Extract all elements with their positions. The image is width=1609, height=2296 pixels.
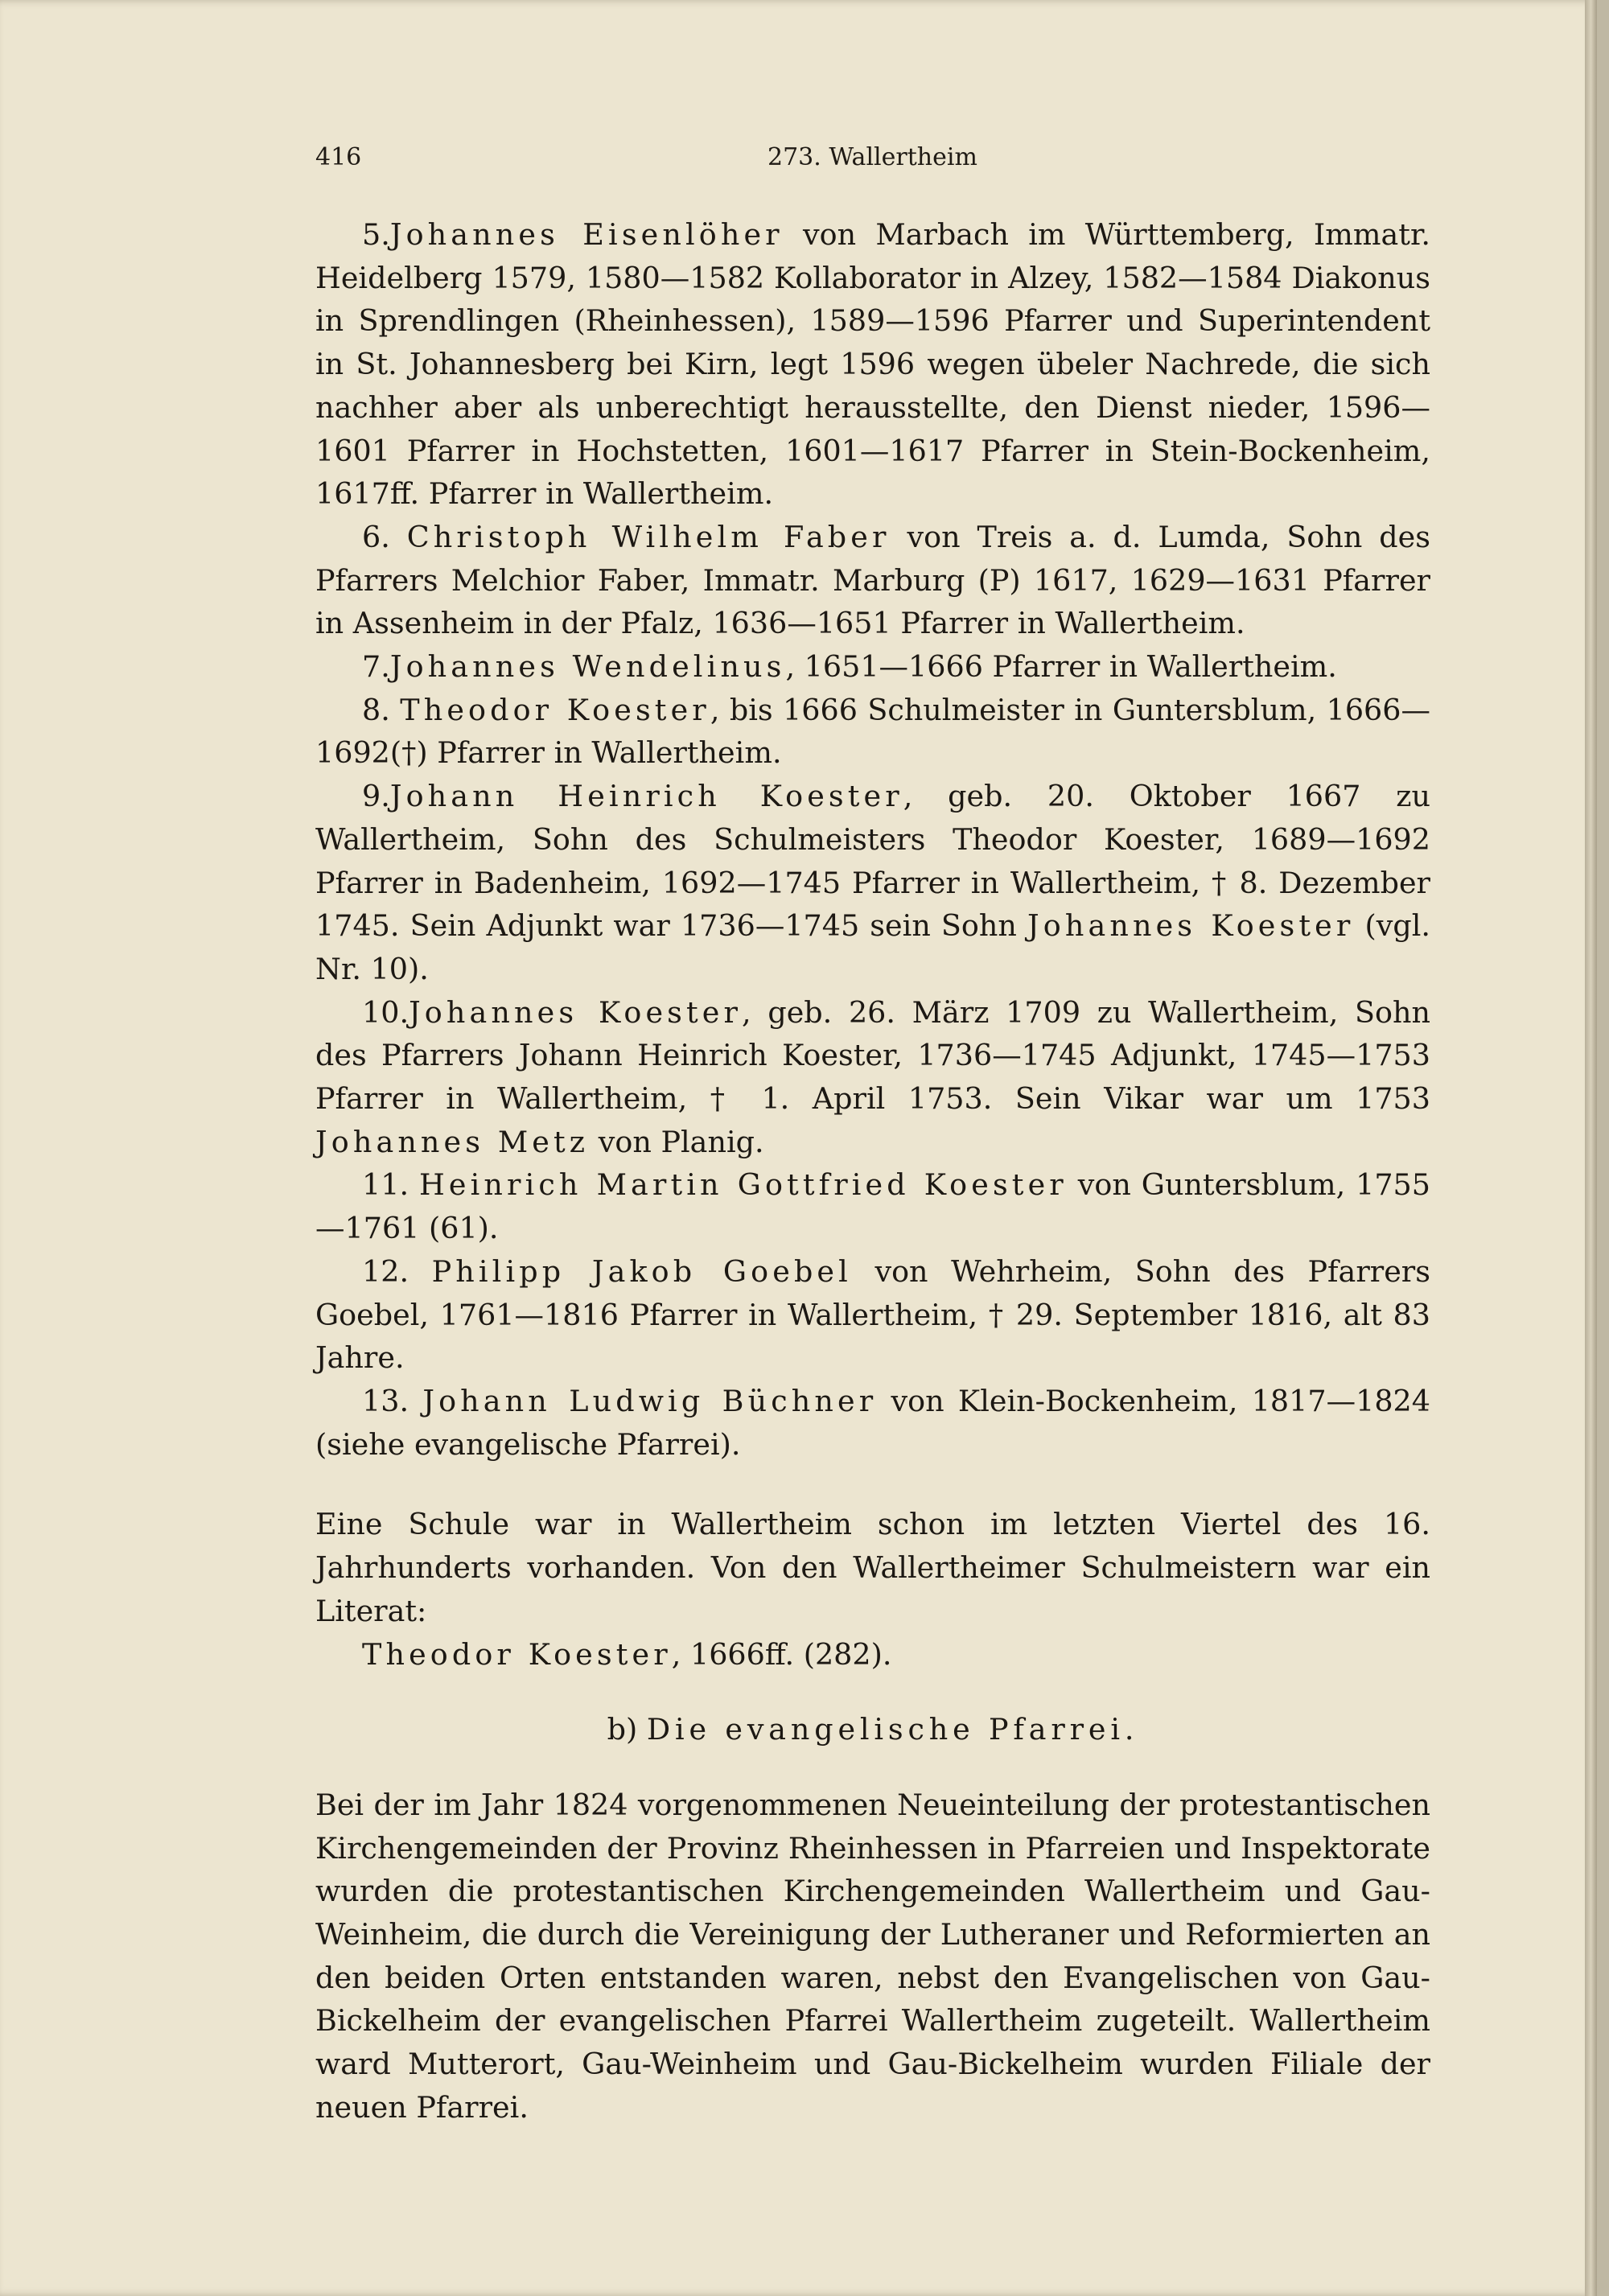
entry-8 <box>315 689 1430 775</box>
entry-number: 11. <box>362 1167 409 1203</box>
section-paragraph: Bei der im Jahr 1824 vorgenommenen Neueinteilung der protestantischen Kirchengemeinden der Provinz Rheinhessen in Pfarreien und Inspektorate wurden die protestantischen Kirchengemeinden Wallertheim und Gau-Weinheim, die durch die Vereinigung der Lutheraner und Reformierten an den beiden Orten entstanden waren, nebst den Evangelischen von Gau-Bickelheim der evangelischen Pfarrei Wallertheim zugeteilt. Wallertheim ward Mutterort, Gau-Weinheim und Gau-Bickelheim wurden Filiale der neuen Pfarrei. <box>315 1787 1430 2125</box>
entry-text: , geb. 26. März 1709 zu Wallertheim, Sohn des Pfarrers Johann Heinrich Koester, 1736—1745 Adjunkt, 1745—1753 Pfarrer in Wallertheim, † 1. April 1753. Sein Vikar war um 1753 <box>315 994 1430 1117</box>
entry-text: , geb. 20. Oktober 1667 zu Wallertheim, Sohn des Schulmeisters Theodor Koester, 1689—1692 Pfarrer in Badenheim, 1692—1745 Pfarrer in Wallertheim, † 8. Dezember 1745. Sein Adjunkt war 1736—1745 sein Sohn <box>315 779 1430 944</box>
page-edge <box>1585 0 1597 2296</box>
spacer <box>315 1751 1430 1784</box>
entry-text: , bis 1666 Schulmeister in Guntersblum, 1666—1692(†) Pfarrer in Wallertheim. <box>315 692 1431 771</box>
entry-text: von Klein-Bockenheim, 1817—1824 (siehe evangelische Pfarrei). <box>315 1383 1430 1462</box>
entry-text: von Marbach im Württemberg, Immatr. Heidelberg 1579, 1580—1582 Kollaborator in Alzey, 1582—1584 Diakonus in Sprendlingen (Rheinhessen), 1589—1596 Pfarrer und Superintendent in St. Johannesberg bei Kirn, legt 1596 wegen übeler Nachrede, die sich nachher aber als unberechtigt herausstellte, den Dienst nieder, 1596—1601 Pfarrer in Hochstetten, 1601—1617 Pfarrer in Stein-Bockenheim, 1617ff. Pfarrer in Wallertheim. <box>315 217 1430 512</box>
spacer <box>315 1676 1430 1708</box>
entry-text: von Treis a. d. Lumda, Sohn des Pfarrers Melchior Faber, Immatr. Marburg (P) 1617, 1629—1631 Pfarrer in Assenheim in der Pfalz, 1636—1651 Pfarrer in Wallertheim. <box>315 519 1430 641</box>
entry-name: Johannes Metz <box>315 1124 590 1159</box>
entry-number: 10. <box>362 994 409 1030</box>
entry-number: 12. <box>362 1253 409 1289</box>
section-heading <box>315 1708 1430 1751</box>
entry-name: Heinrich Martin Gottfried Koester <box>418 1167 1068 1203</box>
section-label: b) <box>607 1712 638 1747</box>
entry-9 <box>315 775 1430 991</box>
entry-11 <box>315 1163 1430 1249</box>
running-header <box>315 143 1426 183</box>
running-title: 273. Wallertheim <box>767 143 977 171</box>
entry-name: Christoph Wilhelm Faber <box>406 519 891 554</box>
entry-name: Johann Heinrich Koester <box>389 779 903 814</box>
entry-number: 6. <box>362 519 390 554</box>
entry-text: von Planig. <box>589 1124 764 1159</box>
entry-number: 9. <box>362 779 390 814</box>
entry-name: Theodor Koester <box>400 692 710 727</box>
entry-text: , 1651—1666 Pfarrer in Wallertheim. <box>785 649 1337 685</box>
entry-name: Johann Ludwig Büchner <box>422 1383 878 1418</box>
entry-5 <box>315 213 1430 516</box>
entry-6 <box>315 516 1430 645</box>
entry-name: Johannes Koester <box>1027 908 1355 944</box>
entry-name: Johannes Wendelinus <box>389 649 786 685</box>
entry-text: (vgl. Nr. 10). <box>315 908 1430 986</box>
entry-text: von Guntersblum, 1755—1761 (61). <box>315 1167 1430 1246</box>
page-number: 416 <box>315 143 362 171</box>
literat-text: , 1666ff. (282). <box>671 1636 892 1672</box>
entry-name: Philipp Jakob Goebel <box>431 1253 852 1289</box>
literat-line <box>315 1633 1430 1677</box>
school-paragraph: Eine Schule war in Wallertheim schon im letzten Viertel des 16. Jahrhunderts vorhanden. Von den Wallertheimer Schulmeistern war ein Literat: <box>315 1507 1430 1628</box>
literat-name: Theodor Koester <box>362 1636 672 1672</box>
spacer <box>315 1466 1430 1503</box>
entry-number: 7. <box>362 649 390 685</box>
entry-12 <box>315 1250 1430 1380</box>
entry-text: von Wehrheim, Sohn des Pfarrers Goebel, 1761—1816 Pfarrer in Wallertheim, † 29. September 1816, alt 83 Jahre. <box>315 1253 1430 1376</box>
entry-name: Johannes Eisenlöher <box>389 217 784 252</box>
entry-name: Johannes Koester <box>409 994 743 1030</box>
section-title: Die evangelische Pfarrei. <box>646 1712 1139 1747</box>
entry-number: 5. <box>362 217 390 252</box>
entry-7 <box>315 645 1430 689</box>
entry-13 <box>315 1380 1430 1466</box>
entry-number: 8. <box>362 692 390 727</box>
entry-10 <box>315 991 1430 1164</box>
body-text <box>315 213 1430 2129</box>
entry-number: 13. <box>362 1383 409 1418</box>
